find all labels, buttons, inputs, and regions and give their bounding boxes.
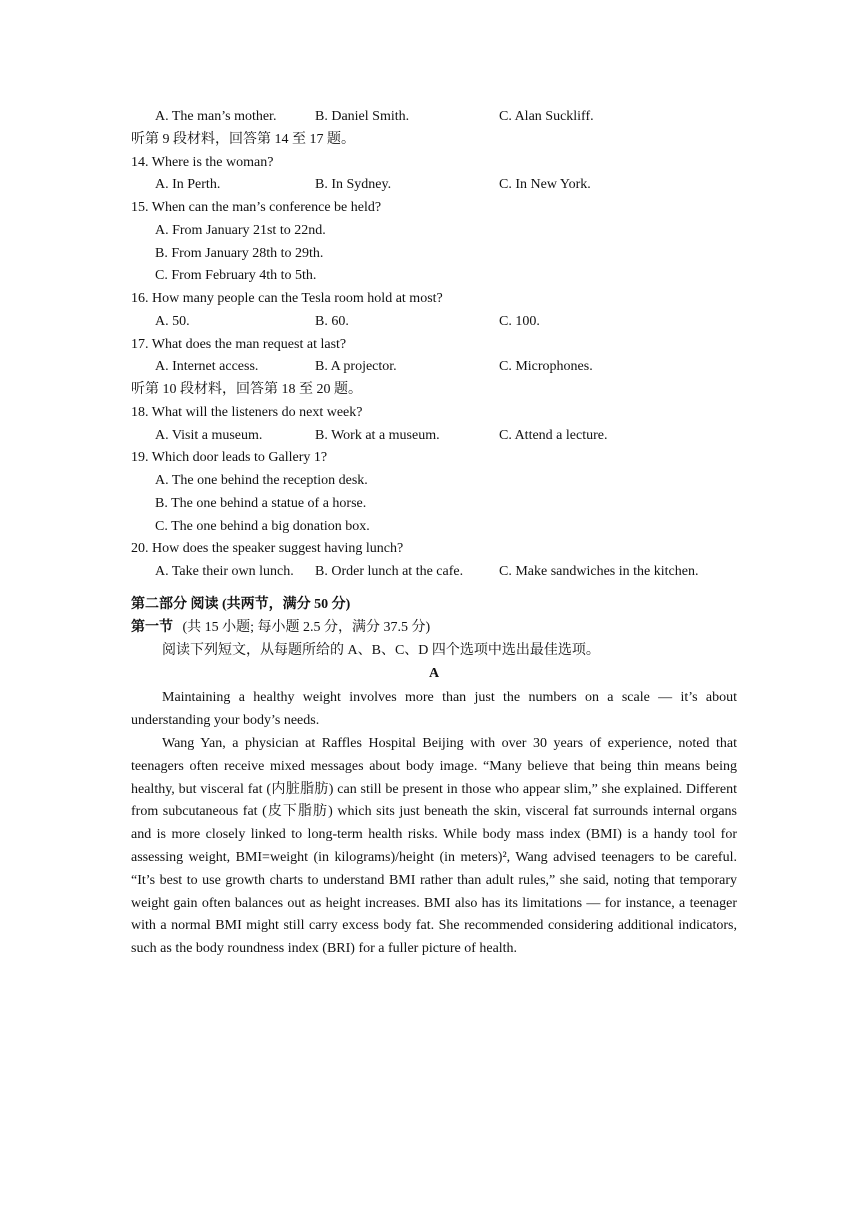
q17-stem: 17. What does the man request at last? bbox=[131, 337, 347, 352]
q15-option-b: B. From January 28th to 29th. bbox=[155, 246, 324, 261]
q16-option-b: B. 60. bbox=[315, 314, 349, 329]
q14-option-c: C. In New York. bbox=[499, 177, 591, 192]
section-10-instruction: 听第 10 段材料，回答第 18 至 20 题。 bbox=[131, 382, 362, 397]
q14-option-a: A. In Perth. bbox=[155, 177, 221, 192]
q15-option-c: C. From February 4th to 5th. bbox=[155, 268, 317, 283]
q20-option-b: B. Order lunch at the cafe. bbox=[315, 564, 464, 579]
q15-stem: 15. When can the man’s conference be held? bbox=[131, 200, 382, 215]
section-9-instruction: 听第 9 段材料，回答第 14 至 17 题。 bbox=[131, 132, 355, 147]
q19-option-c: C. The one behind a big donation box. bbox=[155, 519, 370, 534]
q20-option-a: A. Take their own lunch. bbox=[155, 564, 294, 579]
q20-stem: 20. How does the speaker suggest having lunch? bbox=[131, 541, 404, 556]
q16-option-c: C. 100. bbox=[499, 314, 540, 329]
q15-option-a: A. From January 21st to 22nd. bbox=[155, 223, 326, 238]
section-1-heading bbox=[131, 618, 430, 638]
section-1-info: (共 15 小题; 每小题 2.5 分，满分 37.5 分) bbox=[182, 620, 431, 635]
section-1-label: 第一节 bbox=[131, 620, 173, 635]
q19-option-a: A. The one behind the reception desk. bbox=[155, 473, 368, 488]
passage-letter: A bbox=[428, 666, 440, 681]
q16-option-a: A. 50. bbox=[155, 314, 190, 329]
part-2-title: 第二部分 阅读 (共两节，满分 50 分) bbox=[131, 597, 351, 612]
q17-option-a: A. Internet access. bbox=[155, 359, 259, 374]
q18-stem: 18. What will the listeners do next week? bbox=[131, 405, 363, 420]
q16-stem: 16. How many people can the Tesla room hold at most? bbox=[131, 291, 443, 306]
q18-option-b: B. Work at a museum. bbox=[315, 428, 440, 443]
q14-stem: 14. Where is the woman? bbox=[131, 155, 274, 170]
q13-option-c: C. Alan Suckliff. bbox=[499, 109, 594, 124]
q17-option-b: B. A projector. bbox=[315, 359, 397, 374]
q17-option-c: C. Microphones. bbox=[499, 359, 593, 374]
reading-instruction: 阅读下列短文，从每题所给的 A、B、C、D 四个选项中选出最佳选项。 bbox=[162, 643, 600, 658]
q13-option-a: A. The man’s mother. bbox=[155, 109, 277, 124]
passage-paragraph-2: Wang Yan, a physician at Raffles Hospital Beijing with over 30 years of experience, noted that teenagers often receive mixed messages about body image. “Many believe that being thin means being healthy, but visceral fat (内脏脂肪) can still be present in those who appear slim,” she explained. Different from subcutaneous fat (皮下脂肪) which sits just beneath the skin, visceral fat surrounds internal organs and is more closely linked to long-term health risks. While body mass index (BMI) is a handy tool for assessing weight, BMI=weight (in kilograms)/height (in meters)², Wang advised teenagers to be careful. “It’s best to use growth charts to understand BMI rather than adult rules,” she said, noting that temporary weight gain often balances out as height increases. BMI also has its limitations — for instance, a teenager with a normal BMI might still carry excess body fat. She recommended considering additional indicators, such as the body roundness index (BRI) for a fuller picture of health. bbox=[131, 736, 737, 957]
q18-option-a: A. Visit a museum. bbox=[155, 428, 263, 443]
passage-paragraph-1: Maintaining a healthy weight involves more than just the numbers on a scale — it’s about understanding your body’s needs. bbox=[131, 690, 737, 728]
q13-option-b: B. Daniel Smith. bbox=[315, 109, 410, 124]
q14-option-b: B. In Sydney. bbox=[315, 177, 392, 192]
q20-option-c: C. Make sandwiches in the kitchen. bbox=[499, 564, 699, 579]
q19-option-b: B. The one behind a statue of a horse. bbox=[155, 496, 367, 511]
q18-option-c: C. Attend a lecture. bbox=[499, 428, 608, 443]
q19-stem: 19. Which door leads to Gallery 1? bbox=[131, 450, 328, 465]
